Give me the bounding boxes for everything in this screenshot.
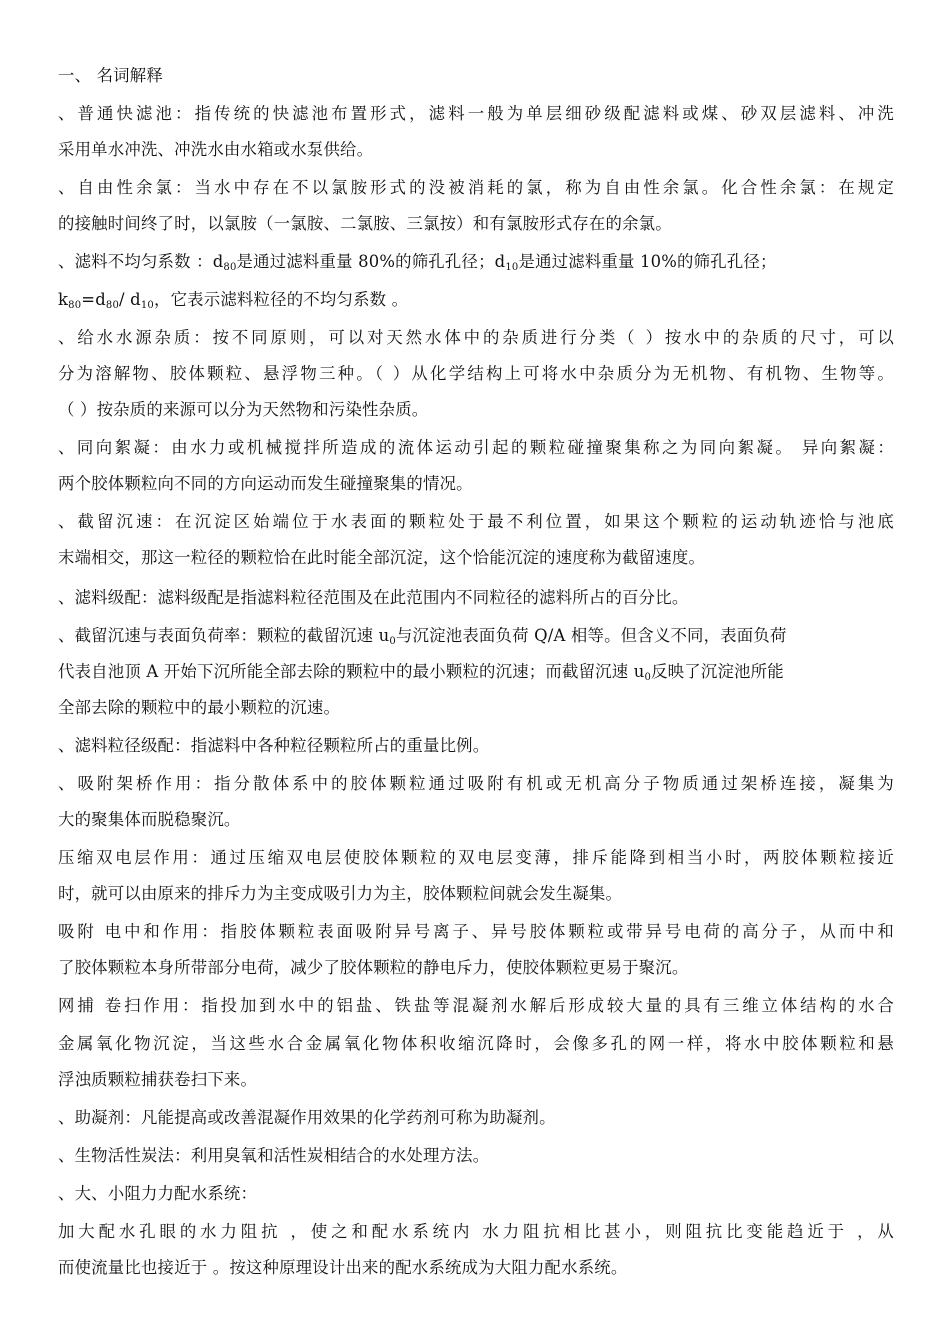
- paragraph-line: 、普通快滤池：指传统的快滤池布置形式，滤料一般为单层细砂级配滤料或煤、砂双层滤料、冲洗: [58, 104, 894, 123]
- paragraph-line: 、吸附架桥作用：指分散体系中的胶体颗粒通过吸附有机或无机高分子物质通过架桥连接，凝集为: [58, 774, 894, 793]
- paragraph-line: 、自由性余氯：当水中存在不以氯胺形式的没被消耗的氯，称为自由性余氯。化合性余氯：在规定: [58, 178, 894, 197]
- subscript: 0: [389, 636, 396, 647]
- text-run: 与沉淀池表面负荷 Q/A 相等。但含义不同，表面负荷: [395, 626, 787, 645]
- paragraph-line: 加大配水孔眼的水力阻抗 ，使之和配水系统内 水力阻抗相比甚小，则阻抗比变能趋近于 ，从: [58, 1222, 894, 1241]
- paragraph-line: 大的聚集体而脱稳聚沉。: [58, 810, 241, 829]
- text-run: 是通过滤料重量 80%的筛孔孔径；d: [236, 252, 506, 271]
- paragraph-line: 而使流量比也接近于 。按这种原理设计出来的配水系统成为大阻力配水系统。: [58, 1258, 628, 1277]
- subscript: 10: [505, 262, 519, 273]
- paragraph-line: 网捕 卷扫作用：指投加到水中的铝盐、铁盐等混凝剂水解后形成较大量的具有三维立体结构的水合: [58, 996, 894, 1015]
- paragraph-line: 采用单水冲洗、冲洗水由水箱或水泵供给。: [58, 140, 374, 159]
- text-run: ，它表示滤料粒径的不均匀系数 。: [153, 290, 409, 309]
- paragraph-line: 浮浊质颗粒捕获卷扫下来。: [58, 1070, 258, 1089]
- paragraph-line: 两个胶体颗粒向不同的方向运动而发生碰撞聚集的情况。: [58, 474, 473, 493]
- formula-line: [58, 290, 894, 310]
- paragraph-line: 、生物活性炭法：利用臭氧和活性炭相结合的水处理方法。: [58, 1146, 490, 1165]
- paragraph-line: 压缩双电层作用：通过压缩双电层使胶体颗粒的双电层变薄，排斥能降到相当小时，两胶体颗粒接近: [58, 848, 894, 867]
- subscript: 80: [68, 300, 82, 311]
- section-heading: 一、 名词解释: [58, 66, 163, 85]
- paragraph-line: 、同向絮凝：由水力或机械搅拌所造成的流体运动引起的颗粒碰撞聚集称之为同向絮凝。 异向絮凝：: [58, 438, 894, 457]
- paragraph-line: 、滤料粒径级配：指滤料中各种粒径颗粒所占的重量比例。: [58, 736, 490, 755]
- subscript: 10: [140, 300, 154, 311]
- paragraph-line: 金属氧化物沉淀，当这些水合金属氧化物体积收缩沉降时，会像多孔的网一样，将水中胶体颗粒和悬: [58, 1034, 894, 1053]
- text-run: 、滤料不均匀系数 ：d: [58, 252, 224, 271]
- subscript: 80: [223, 262, 237, 273]
- paragraph-line: 、助凝剂：凡能提高或改善混凝作用效果的化学药剂可称为助凝剂。: [58, 1108, 556, 1127]
- paragraph-line: 的接触时间终了时，以氯胺（一氯胺、二氯胺、三氯按）和有氯胺形式存在的余氯。: [58, 214, 672, 233]
- subscript: 0: [644, 672, 652, 683]
- paragraph-line: 、大、小阻力力配水系统：: [58, 1184, 258, 1203]
- text-run: k: [58, 290, 69, 309]
- paragraph-line: （ ）按杂质的来源可以分为天然物和污染性杂质。: [58, 400, 429, 419]
- paragraph-line: 时，就可以由原来的排斥力为主变成吸引力为主，胶体颗粒间就会发生凝集。: [58, 884, 623, 903]
- formula-line: [58, 626, 894, 646]
- paragraph-line: 、截留沉速：在沉淀区始端位于水表面的颗粒处于最不利位置，如果这个颗粒的运动轨迹恰与池底: [58, 512, 894, 531]
- paragraph-line: 、给水水源杂质：按不同原则，可以对天然水体中的杂质进行分类（ ）按水中的杂质的尺寸，可以: [58, 328, 894, 347]
- text-run: 、截留沉速与表面负荷率：颗粒的截留沉速 u: [58, 626, 390, 645]
- text-run: / d: [119, 290, 141, 309]
- paragraph-line: 分为溶解物、胶体颗粒、悬浮物三种。（ ）从化学结构上可将水中杂质分为无机物、有机物、生物等。: [58, 364, 894, 383]
- formula-line: [58, 252, 894, 272]
- text-run: 代表自池顶 A 开始下沉所能全部去除的颗粒中的最小颗粒的沉速；而截留沉速 u: [58, 662, 645, 681]
- paragraph-line: 了胶体颗粒本身所带部分电荷，减少了胶体颗粒的静电斥力，使胶体颗粒更易于聚沉。: [58, 958, 689, 977]
- text-run: 是通过滤料重量 10%的筛孔孔径；: [518, 252, 777, 271]
- paragraph-line: 末端相交，那这一粒径的颗粒恰在此时能全部沉淀，这个恰能沉淀的速度称为截留速度。: [58, 548, 706, 567]
- paragraph-line: 全部去除的颗粒中的最小颗粒的沉速。: [58, 698, 341, 717]
- paragraph-line: 吸附 电中和作用：指胶体颗粒表面吸附异号离子、异号胶体颗粒或带异号电荷的高分子，从而中和: [58, 922, 894, 941]
- formula-line: [58, 662, 894, 682]
- text-run: 反映了沉淀池所能: [651, 662, 784, 681]
- paragraph-line: 、滤料级配：滤料级配是指滤料粒径范围及在此范围内不同粒径的滤料所占的百分比。: [58, 588, 689, 607]
- subscript: 80: [105, 300, 120, 311]
- text-run: =d: [81, 290, 106, 309]
